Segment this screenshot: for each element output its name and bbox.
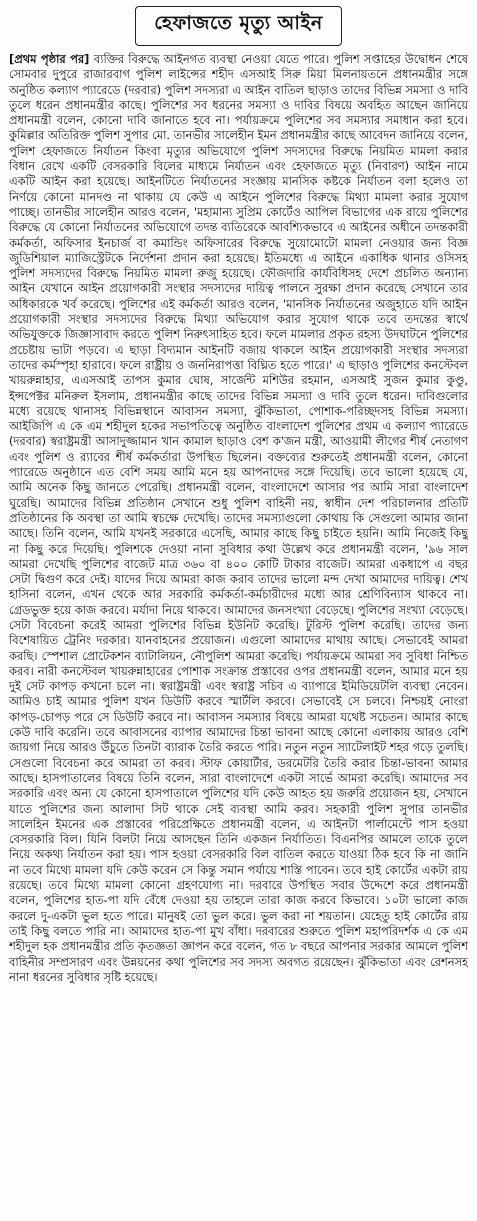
article-body <box>9 52 468 1212</box>
article-headline: হেফাজতে মৃত্যু আইন <box>135 6 341 46</box>
continuation-marker: [প্রথম পৃষ্ঠার পর] <box>9 52 94 66</box>
headline-box <box>9 6 468 46</box>
article-text: ব্যক্তির বিরুদ্ধে আইনগত ব্যবস্থা নেওয়া যেতে পারে। পুলিশ সপ্তাহের উদ্বোধন শেষে সোমবার দুপুরে রাজারবাগ পুলিশ লাইন্সের শহীদ এসআই সিরু মিয়া মিলনায়তনে প্রধানমন্ত্রীর সঙ্গে অনুষ্ঠিত কল্যাণ প্যারেডে (দরবার) পুলিশ সদস্যরা এ আইন বাতিল ছাড়াও তাদের বিভিন্ন সমস্যা ও দাবি তুলে ধরেন প্রধানমন্ত্রীর কাছে। পুলিশের সব ধরনের সমস্যা ও দাবির বিষয়ে অবহিত আছেন জানিয়ে প্রধানমন্ত্রী বলেন, কোনো দাবি জানাতে হবে না। পর্যায়ক্রমে পুলিশের সব সমস্যার সমাধান করা হবে। কুমিল্লার অতিরিক্ত পুলিশ সুপার মো. তানভীর সালেহীন ইমন প্রধানমন্ত্রীর কাছে আবেদন জানিয়ে বলেন, পুলিশ হেফাজতে নির্যাতন কিংবা মৃত্যুর অভিযোগে পুলিশ সদস্যদের বিরুদ্ধে নিয়মিত মামলা করার বিধান রেখে একটি বেসরকারি বিলের মাধ্যমে নির্যাতন এবং হেফাজতে মৃত্যু (নিবারণ) আইন নামে একটি আইন করা হয়েছে। আইনটিতে নির্যাতনের সংজ্ঞায় মানসিক কষ্টকে নির্যাতন বলা হলেও তা নির্ণয়ে কোনো মানদণ্ড না থাকায় যে কেউ এ আইনে পুলিশের বিরুদ্ধে মিথ্যা মামলা করার সুযোগ পাচ্ছে। তানভীর সালেহীন আরও বলেন, 'মহামান্য সুপ্রিম কোর্টেও আপিল বিভাগের এক রায়ে পুলিশের বিরুদ্ধে যে কোনো নির্যাতনের অভিযোগে তদন্ত ব্যতিরেকে আবশ্যিকভাবে এ আইনের অধীনে তদন্তকারী কর্মকর্তা, অফিসার ইনচার্জ বা কমান্ডিং অফিসারের বিরুদ্ধে সুয়োমোটো মামলা নেওয়ার জন্য বিজ্ঞ জুডিশিয়াল ম্যাজিস্ট্রেটকে নির্দেশনা প্রদান করা হয়েছে। ইতিমধ্যে এ আইনে একাধিক থানার ওসিসহ পুলিশ সদস্যদের বিরুদ্ধে নিয়মিত মামলা রুজু হয়েছে। ফৌজদারি কার্যবিধিসহ দেশে প্রচলিত অন্যান্য আইন যেখানে আইন প্রয়োগকারী সংস্থার সদস্যদের দায়িত্ব পালনে সুরক্ষা প্রদান করেছে সেখানে তার অধিকারকে খর্ব করেছে। পুলিশের এই কর্মকর্তা আরও বলেন, 'মানসিক নির্যাতনের অজুহাতে যদি আইন প্রয়োগকারী সংস্থার সদস্যদের বিরুদ্ধে মিথ্যা অভিযোগ করার সুযোগ থাকে তবে তদন্তের স্বার্থে অভিযুক্তকে জিজ্ঞাসাবাদ করতে পুলিশ নিরুৎসাহিত হবে। ফলে মামলার প্রকৃত রহস্য উদঘাটনে পুলিশের প্রচেষ্টায় ভাটা পড়বে। এ ছাড়া বিদ্যমান আইনটি বজায় থাকলে আইন প্রয়োগকারী সংস্থার সদস্যরা তাদের কর্মস্পৃহা হারাবে। ফলে রাষ্ট্রীয় ও জননিরাপত্তা বিঘ্নিত হতে পারে।' এ ছাড়াও পুলিশের কনস্টেবল খায়রুন্নাহার, এএসআই তাপস কুমার ঘোষ, সার্জেন্ট মশিউর রহমান, এসআই সুজন কুমার কুণ্ডু, ইন্সপেক্টর মনিরুল ইসলাম, প্রধানমন্ত্রীর কাছে তাদের বিভিন্ন সমস্যা ও দাবি তুলে ধরেন। দাবিগুলোর মধ্যে রয়েছে থানাসহ বিভিন্নস্থানে আবাসন সমস্যা, ঝুঁকিভাতা, পোশাক-পরিচ্ছদসহ বিভিন্ন সমস্যা। আইজিপি এ কে এম শহীদুল হকের সভাপতিত্বে অনুষ্ঠিত বাংলাদেশ পুলিশের প্রথম এ কল্যাণ প্যারেডে (দরবার) স্বরাষ্ট্রমন্ত্রী আসাদুজ্জামান খান কামাল ছাড়াও বেশ ক'জন মন্ত্রী, আওয়ামী লীগের শীর্ষ নেতাগণ এবং পুলিশ ও র‌্যাবের শীর্ষ কর্মকর্তারা উপস্থিত ছিলেন। বক্তব্যের শুরুতেই প্রধানমন্ত্রী বলেন, কোনো প্যারেডে অনুষ্ঠানে এত বেশি সময় আমি মনে হয় আপনাদের সঙ্গে দিয়েছি। তবে ভালো হয়েছে যে, আমি অনেক কিছু জানতে পেরেছি। প্রধানমন্ত্রী বলেন, বাংলাদেশে আসার পর আমি সারা বাংলাদেশ ঘুরেছি। আমাদের বিভিন্ন প্রতিষ্ঠান সেখানে শুধু পুলিশ বাহিনী নয়, স্বাধীন দেশ পরিচালনার প্রতিটি প্রতিষ্ঠানের কি অবস্থা তা আমি স্বচক্ষে দেখেছি। তাদের সমস্যাগুলো কোথায় কি সেগুলো আমার জানা আছে। তিনি বলেন, আমি যখনই সরকারে এসেছি, আমার কাছে কিছু চাইতে হয়নি। আমি নিজেই কিছু না কিছু করে দিয়েছি। পুলিশকে দেওয়া নানা সুবিধার কথা উল্লেখ করে প্রধানমন্ত্রী বলেন, '৯৬ সাল আমরা দেখেছি পুলিশের বাজেট মাত্র ৩৬০ বা ৪০০ কোটি টাকার বাজেট। আমরা একধাপে এ বছর সেটা দ্বিগুণ করে দেই। যাদের দিয়ে আমরা কাজ করাব তাদের ভালো মন্দ দেখা আমাদের দায়িত্ব। শেখ হাসিনা বলেন, এখন থেকে আর সরকারি কর্মকর্তা-কর্মচারীদের মধ্যে আর শ্রেণিবিন্যাস থাকবে না। গ্রেডভুক্ত হয়ে কাজ করবে। মর্যাদা নিয়ে থাকবে। আমাদের জনসংখ্যা বেড়েছে। পুলিশের সংখ্যা বেড়েছে। সেটা বিবেচনা করেই আমরা পুলিশের বিভিন্ন ইউনিট করেছি। টুরিস্ট পুলিশ করেছি। তাদের জন্য বিশেষায়িত ট্রেনিং দরকার। যানবাহনের প্রয়োজন। এগুলো আমাদের মাথায় আছে। সেভাবেই আমরা করছি। স্পেশাল প্রোটেকশন ব্যাটালিয়ন, নৌপুলিশ আমরা করেছি। পর্যায়ক্রমে আমরা সব সুবিধা নিশ্চিত করব। নারী কনস্টেবল খায়রুন্নাহারের পোশাক সংক্রান্ত প্রস্তাবের ওপর প্রধানমন্ত্রী বলেন, আমার মনে হয় দুই সেট কাপড় কখনো চলে না। স্বরাষ্ট্রমন্ত্রী এবং স্বরাষ্ট্র সচিব এ ব্যাপারে ইমিডিয়েটলি ব্যবস্থা নেবেন। আমিও চাই আমার পুলিশ যখন ডিউটি করবে স্মার্টলি করবে। সেভাবেই সে চলবে। নিশ্চয়ই নোংরা কাপড়-চোপড় পরে সে ডিউটি করবে না। আবাসন সমস্যার বিষয়ে আমরা যথেষ্ট সচেতন। আমার কাছে কেউ দাবি করেনি। তবে আবাসনের ব্যাপার আমাদের চিন্তা ভাবনা আছে কোনো এলাকায় আরও বেশি জায়গা নিয়ে আরও উঁচুতে তিনটা ব্যারাক তৈরি করতে পারি। নতুন নতুন স্যাটেলাইট শহর গড়ে তুলছি। সেগুলো বিবেচনা করে আমরা তা করব। স্টাফ কোয়ার্টার, ডরমেটরি তৈরি করার চিন্তা-ভাবনা আমার আছে। হাসপাতালের বিষয়ে তিনি বলেন, সারা বাংলাদেশে একটা সার্ভে আমরা করেছি। আমাদের সব সরকারি এবং অন্য যে কোনো হাসপাতালে পুলিশের যদি কেউ আহত হয় জরুরি প্রয়োজন হয়, সেখানে যাতে পুলিশের জন্য আলাদা সিট থাকে সেই ব্যবস্থা আমি করব। সহকারী পুলিশ সুপার তানভীর সালেহিন ইমনের এক প্রস্তাবের পরিপ্রেক্ষিতে প্রধানমন্ত্রী বলেন, এ আইনটা পার্লামেন্টে পাস হওয়া বেসরকারি বিল। যিনি বিলটা নিয়ে আসছেন তিনি একজন নির্যাতিত। বিএনপির আমলে তাকে তুলে নিয়ে অকথ্য নির্যাতন করা হয়। পাস হওয়া বেসরকারি বিল বাতিল করতে যাওয়া ঠিক হবে কি না জানি না তবে মিথ্যে মামলা যদি কেউ করেন সে কিন্তু সমান পর্যায়ে শাস্তি পাবেন। তবে হাই কোর্টের একটা রায় রয়েছে। তবে মিথ্যে মামলা কোনো গ্রহণযোগ্য না। দরবারে উপস্থিত সবার উদ্দেশে করে প্রধানমন্ত্রী বলেন, পুলিশের হাত-পা যদি বেঁধে দেওয়া হয় তাহলে তারা কাজ করবে কিভাবে। ১০টা ভালো কাজ করলে দু-একটা ভুল হতে পারে। মানুষই তো ভুল করে। ভুল করা না শয়তান। যেহেতু হাই কোর্টের রায় তাই কিছু বলতে পারি না। আমাদের হাত-পা মুখ বাঁধা। দরবারের শুরুতে পুলিশ মহাপরিদর্শক এ কে এম শহীদুল হক প্রধানমন্ত্রীর প্রতি কৃতজ্ঞতা জ্ঞাপন করে বলেন, গত ৮ বছরে আপনার সরকার আমলে পুলিশ বাহিনীর সম্প্রসারণ এবং উন্নয়নের কথা পুলিশের সব সদস্য অবগত রয়েছেন। ঝুঁকিভাতা এবং রেশনসহ নানা ধরনের সুবিধার সৃষ্টি হয়েছে। <box>9 52 468 984</box>
